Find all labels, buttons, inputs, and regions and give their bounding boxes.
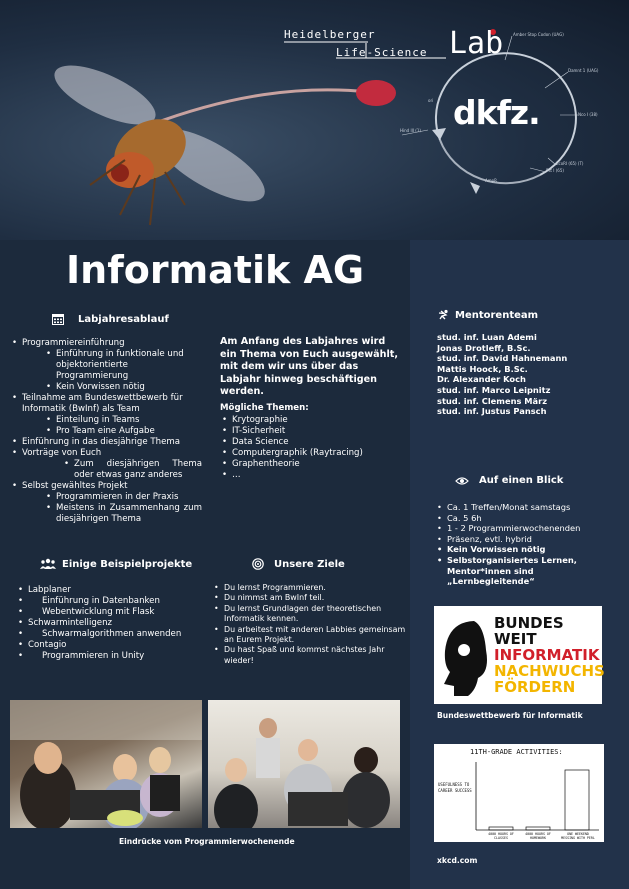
list-item: • Ca. 1 Treffen/Monat samstags [437, 502, 617, 513]
ziele-heading [252, 558, 345, 570]
workshop-photo-2 [208, 700, 400, 828]
list-item: • Einteilung in Teams [12, 415, 202, 426]
list-item: • Computergraphik (Raytracing) [222, 448, 402, 459]
list-item: • Schwarmalgorithmen anwenden [18, 629, 218, 640]
list-item: • Teilnahme am Bundeswettbewerb für Informatik (BwInf) als Team [12, 393, 202, 415]
dkfz-logo: dkfz. [453, 93, 540, 132]
page-title: Informatik AG [66, 248, 365, 292]
list-item: • Pro Team eine Aufgabe [12, 426, 202, 437]
mentor-name: stud. inf. Clemens März [437, 395, 548, 406]
list-item: • Schwarmintelligenz [18, 618, 218, 629]
list-item: • Programmieren in der Praxis [12, 492, 202, 503]
themes-heading: Mögliche Themen: [220, 403, 309, 413]
blick-list [437, 502, 617, 587]
themes-list [222, 415, 402, 481]
bwinf-line5: FÖRDERN [494, 678, 576, 696]
projekte-list [18, 585, 218, 662]
group-icon [40, 558, 56, 570]
list-item: • Labplaner [18, 585, 218, 596]
list-item: • Du lernst Programmieren. [214, 583, 406, 593]
brand-heidelberger: Heidelberger [284, 28, 376, 41]
xkcd-bar [565, 770, 589, 830]
labjahr-list [12, 338, 202, 525]
mentoren-heading-text: Mentorenteam [455, 309, 539, 321]
list-item: • Ca. 5 6h [437, 513, 617, 524]
xkcd-chart [434, 744, 604, 842]
header-banner [0, 0, 629, 240]
calendar-icon [52, 313, 64, 325]
list-item: • Du nimmst am BwInf teil. [214, 593, 406, 603]
blick-heading [455, 475, 563, 486]
list-item: • Einführung in funktionale und objektorientierte Programmierung [12, 349, 202, 382]
brand-lab: Lab [449, 26, 504, 61]
mentor-name: stud. inf. David Hahnemann [437, 353, 568, 364]
list-item: • 1 - 2 Programmierwochenenden [437, 523, 617, 534]
plasmid-label: Nco I (38) [578, 112, 598, 117]
mentors-list [437, 332, 567, 417]
list-item: • IT-Sicherheit [222, 426, 402, 437]
list-item: • Einführung in Datenbanken [18, 596, 218, 607]
bwinf-caption: Bundeswettbewerb für Informatik [437, 711, 583, 720]
bwinf-line1: BUNDES [494, 614, 564, 632]
xkcd-bar-label: ONE WEEKEND MESSING WITH PERL [561, 832, 595, 840]
xkcd-caption: xkcd.com [437, 856, 478, 865]
list-item: • Meistens in Zusammenhang zum diesjährigen Thema [12, 503, 202, 525]
list-item: • Programmiereinführung [12, 338, 202, 349]
list-item: • Zum diesjährigen Thema oder etwas ganz anderes [12, 459, 202, 481]
projekte-heading [40, 558, 192, 570]
list-item: • Data Science [222, 437, 402, 448]
list-item: • Contagio [18, 640, 218, 651]
list-item: • Du arbeitest mit anderen Labbies gemeinsam an Eurem Projekt. [214, 625, 406, 646]
xkcd-bar-label: 4000 HOURS OF CLASSES [488, 832, 514, 840]
xkcd-bar-label: 4000 HOURS OF HOMEWORK [525, 832, 551, 840]
plasmid-label: Hind III (1) [400, 128, 421, 133]
mentor-name: Jonas Drotleff, B.Sc. [437, 342, 531, 353]
list-item: • Kein Vorwissen nötig [437, 544, 617, 555]
xkcd-title: 11TH-GRADE ACTIVITIES: [470, 748, 563, 756]
mentor-name: Mattis Hoock, B.Sc. [437, 363, 528, 374]
ziele-heading-text: Unsere Ziele [274, 558, 345, 570]
flying-person-icon [437, 309, 449, 321]
list-item: • Präsenz, evtl. hybrid [437, 534, 617, 545]
list-item: • Vorträge von Euch [12, 448, 202, 459]
xkcd-ylabel: USEFULNESS TO CAREER SUCCESS [438, 782, 472, 793]
plasmid-label: Pst I (65) [546, 168, 564, 173]
mentoren-heading [437, 309, 538, 321]
bwinf-line4: NACHWUCHS [494, 662, 605, 680]
xkcd-comic [434, 744, 604, 842]
list-item: • Einführung in das diesjährige Thema [12, 437, 202, 448]
mentor-name: stud. inf. Marco Leipnitz [437, 384, 551, 395]
plasmid-label: Amber Stop Codon (UAG) [513, 32, 564, 37]
mentor-name: stud. inf. Luan Ademi [437, 332, 537, 342]
list-item: • Krytographie [222, 415, 402, 426]
workshop-photo-1 [10, 700, 202, 828]
xkcd-bar [489, 827, 513, 830]
eye-icon [455, 476, 469, 486]
plasmid-label: AmpR [485, 178, 497, 183]
list-item: • Du hast Spaß und kommst nächstes Jahr wieder! [214, 645, 406, 666]
xkcd-bar [526, 827, 550, 830]
list-item: • Webentwicklung mit Flask [18, 607, 218, 618]
plasmid-label: ori [428, 98, 434, 103]
list-item: • … [222, 470, 402, 481]
labjahr-heading-text: Labjahresablauf [78, 313, 169, 325]
plasmid-label: EcoRI (65) (T) [556, 161, 584, 166]
list-item: • Graphentheorie [222, 459, 402, 470]
list-item: • Selbstorganisiertes Lernen, Mentor*innen sind „Lernbegleitende“ [437, 555, 617, 587]
brand-life-science: Life-Science [336, 46, 428, 59]
list-item: • Du lernst Grundlagen der theoretischen Informatik kennen. [214, 604, 406, 625]
intro-text: Am Anfang des Labjahres wird ein Thema von Euch ausgewählt, mit dem wir uns über das Labjahr hinweg beschäftigen werden. [220, 336, 398, 397]
list-item: • Kein Vorwissen nötig [12, 382, 202, 393]
labjahr-heading [52, 313, 169, 325]
photos-caption: Eindrücke vom Programmierwochenende [119, 837, 295, 846]
mentor-name: stud. inf. Justus Pansch [437, 406, 547, 417]
bwinf-line2: WEIT [494, 630, 537, 648]
mentor-name: Dr. Alexander Koch [437, 374, 526, 385]
bwinf-line3: INFORMATIK [494, 646, 600, 664]
list-item: • Programmieren in Unity [18, 651, 218, 662]
blick-heading-text: Auf einen Blick [479, 475, 564, 486]
ziele-list [214, 583, 406, 666]
bwinf-logo [434, 606, 605, 704]
list-item: • Selbst gewähltes Projekt [12, 481, 202, 492]
plasmid-label: Damnt 1 (UAG) [568, 68, 599, 73]
projekte-heading-text: Einige Beispielprojekte [62, 558, 193, 570]
target-icon [252, 558, 264, 570]
